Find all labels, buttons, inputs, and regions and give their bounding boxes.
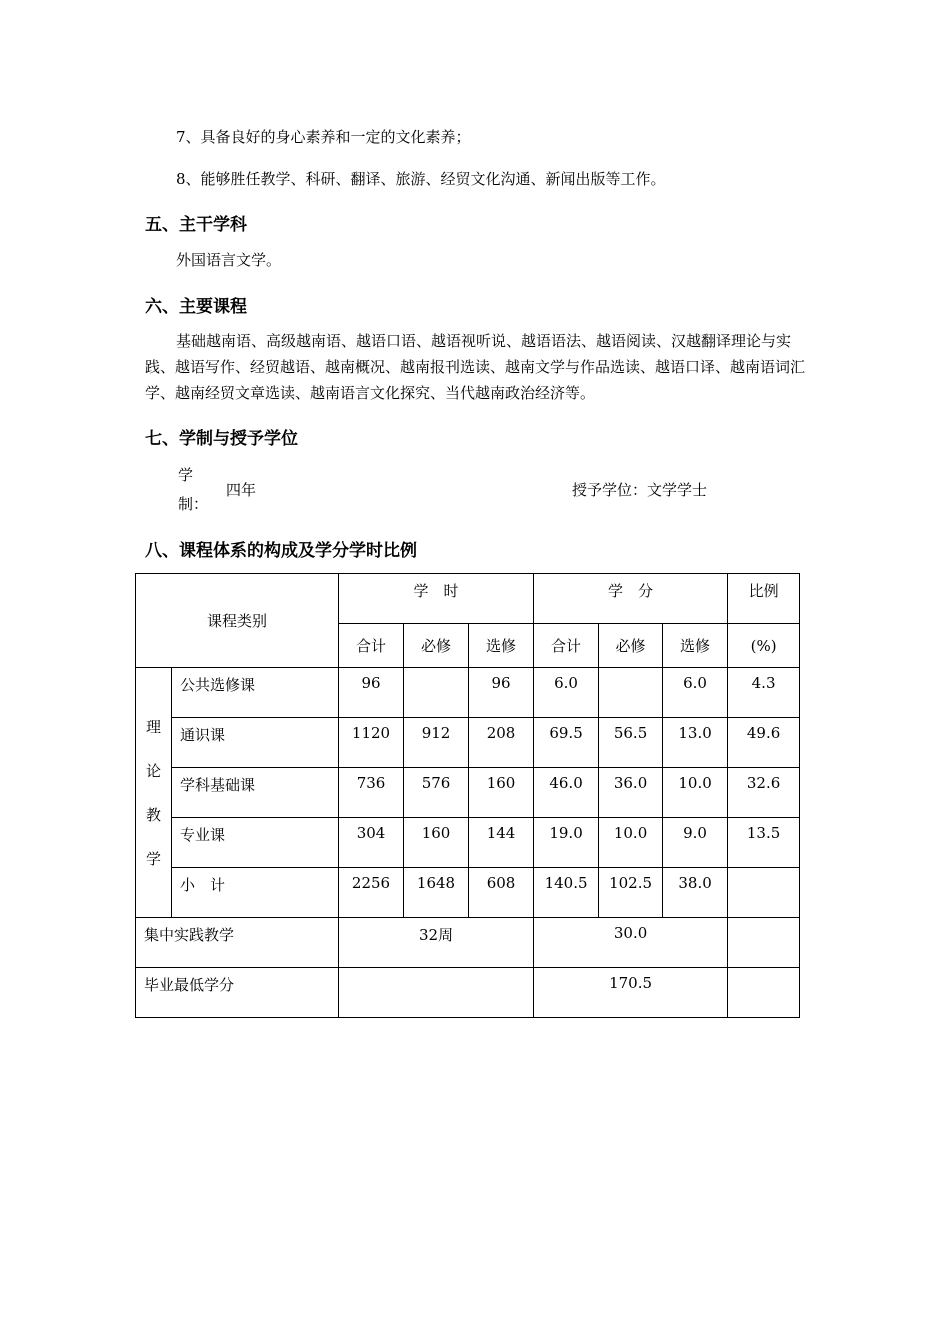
duration-value: 四年 [226, 481, 257, 499]
header-hours-total: 合计 [339, 624, 404, 668]
table-row: 专业课 304 160 144 19.0 10.0 9.0 13.5 [136, 818, 800, 868]
row-name: 小 计 [172, 868, 339, 918]
header-ratio-unit: (%) [728, 624, 800, 668]
degree-awarded: 授予学位：文学学士 [572, 481, 708, 499]
table-row: 理 论 教 学 公共选修课 96 96 6.0 6.0 4.3 [136, 668, 800, 718]
table-row-minimum: 毕业最低学分 170.5 [136, 968, 800, 1018]
header-hours-required: 必修 [404, 624, 469, 668]
row-name: 毕业最低学分 [136, 968, 339, 1018]
section-5-title: 五、主干学科 [145, 215, 247, 235]
header-credits-required: 必修 [599, 624, 663, 668]
row-name: 通识课 [172, 718, 339, 768]
objective-item-8: 8、能够胜任教学、科研、翻译、旅游、经贸文化沟通、新闻出版等工作。 [176, 170, 666, 188]
header-credits-elective: 选修 [663, 624, 728, 668]
table-row: 学科基础课 736 576 160 46.0 36.0 10.0 32.6 [136, 768, 800, 818]
duration-label-line2: 制： [178, 495, 209, 513]
objective-item-7: 7、具备良好的身心素养和一定的文化素养； [176, 128, 471, 146]
table-row: 通识课 1120 912 208 69.5 56.5 13.0 49.6 [136, 718, 800, 768]
header-credits: 学 分 [534, 574, 728, 624]
section-7-title: 七、学制与授予学位 [145, 429, 298, 449]
duration-label-line1: 学 [178, 466, 194, 484]
row-name: 集中实践教学 [136, 918, 339, 968]
header-ratio: 比例 [728, 574, 800, 624]
row-name: 学科基础课 [172, 768, 339, 818]
table-row-practice: 集中实践教学 32周 30.0 [136, 918, 800, 968]
section-6-title: 六、主要课程 [145, 297, 247, 317]
table-row-subtotal: 小 计 2256 1648 608 140.5 102.5 38.0 [136, 868, 800, 918]
theory-teaching-label: 理 论 教 学 [136, 668, 172, 918]
row-name: 公共选修课 [172, 668, 339, 718]
section-5-body: 外国语言文学。 [176, 251, 282, 269]
header-category: 课程类别 [136, 574, 339, 668]
header-credits-total: 合计 [534, 624, 599, 668]
header-hours: 学 时 [339, 574, 534, 624]
credit-structure-table [135, 573, 800, 1018]
section-6-body: 基础越南语、高级越南语、越语口语、越语视听说、越语语法、越语阅读、汉越翻译理论与实践、越语写作、经贸越语、越南概况、越南报刊选读、越南文学与作品选读、越语口译、越南语词汇学、越南经贸文章选读、越南语言文化探究、当代越南政治经济等。 [145, 332, 806, 402]
section-8-title: 八、课程体系的构成及学分学时比例 [145, 541, 417, 561]
row-name: 专业课 [172, 818, 339, 868]
header-hours-elective: 选修 [469, 624, 534, 668]
